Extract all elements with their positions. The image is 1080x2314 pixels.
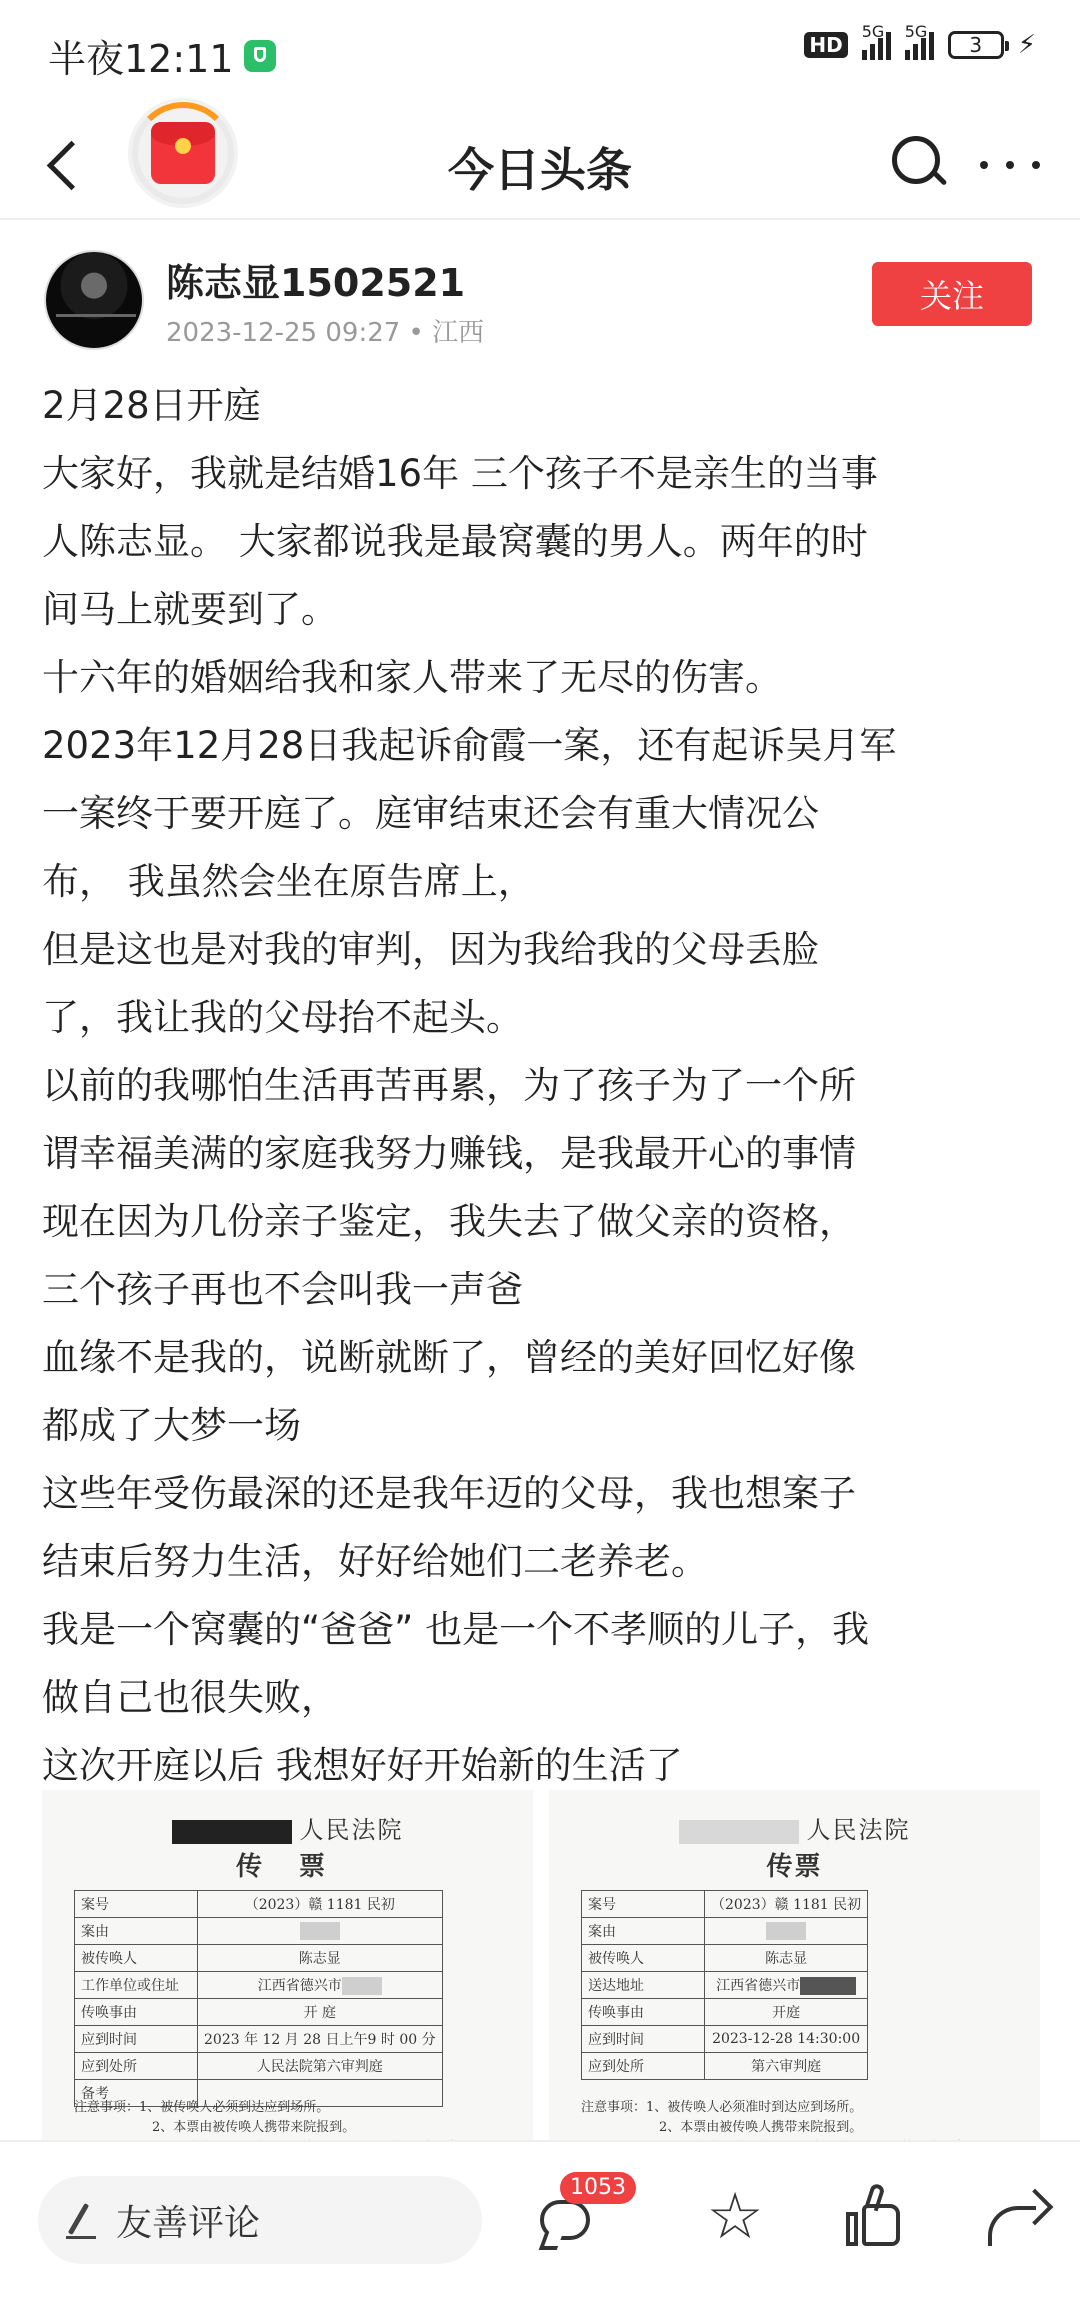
follow-button[interactable]: 关注 bbox=[872, 262, 1032, 326]
article-line: 人陈志显。 大家都说我是最窝囊的男人。两年的时 bbox=[42, 520, 868, 563]
doc-field-value: 第六审判庭 bbox=[705, 2053, 868, 2080]
doc-court-name: 人民法院 bbox=[549, 1810, 1040, 1845]
doc-field-label: 应到处所 bbox=[582, 2053, 705, 2080]
search-icon[interactable] bbox=[888, 132, 952, 196]
doc-court-name: 人民法院 bbox=[42, 1810, 533, 1845]
charging-icon: ⚡ bbox=[1017, 30, 1036, 60]
doc-field-value: （2023）赣 1181 民初 bbox=[198, 1891, 443, 1918]
doc-note-line: 2、本票由被传唤人携带来院报到。 bbox=[659, 2120, 863, 2135]
red-packet-button[interactable] bbox=[128, 98, 238, 208]
doc-note-line: 注意事项：1、被传唤人必须准时到达应到场所。 bbox=[581, 2100, 863, 2115]
comment-placeholder: 友善评论 bbox=[116, 2202, 261, 2244]
doc-table-row bbox=[582, 1891, 868, 1918]
doc-field-value bbox=[705, 1918, 868, 1945]
doc-table-row bbox=[582, 2026, 868, 2053]
signal-icon bbox=[861, 22, 891, 60]
doc-table-row bbox=[75, 1972, 443, 1999]
shield-icon bbox=[244, 40, 276, 72]
redaction-block bbox=[800, 1977, 856, 1995]
doc-table-row bbox=[582, 1918, 868, 1945]
doc-field-value bbox=[198, 1918, 443, 1945]
summons-image-1[interactable] bbox=[42, 1790, 533, 2140]
doc-field-label: 应到时间 bbox=[75, 2026, 198, 2053]
doc-table-row bbox=[582, 1945, 868, 1972]
article-line: 三个孩子再也不会叫我一声爸 bbox=[42, 1268, 523, 1311]
favorite-star-icon[interactable]: ☆ bbox=[706, 2180, 764, 2254]
article-line: 现在因为几份亲子鉴定，我失去了做父亲的资格， bbox=[42, 1200, 856, 1243]
doc-table bbox=[581, 1890, 868, 2080]
redaction-block bbox=[342, 1977, 382, 1995]
article-line: 但是这也是对我的审判，因为我给我的父母丢脸 bbox=[42, 928, 819, 971]
article-line: 这次开庭以后 我想好好开始新的生活了 bbox=[42, 1744, 683, 1787]
doc-field-value: 陈志显 bbox=[705, 1945, 868, 1972]
redaction-block bbox=[766, 1922, 806, 1940]
comment-input[interactable] bbox=[38, 2176, 482, 2264]
article-line: 2023年12月28日我起诉俞霞一案，还有起诉吴月军 bbox=[42, 724, 897, 767]
doc-table-row bbox=[582, 1999, 868, 2026]
doc-heading: 传票 bbox=[766, 1852, 823, 1882]
signal-label: 5G bbox=[904, 22, 928, 41]
doc-table-row bbox=[75, 1918, 443, 1945]
doc-table-row bbox=[75, 1891, 443, 1918]
doc-field-label: 案由 bbox=[582, 1918, 705, 1945]
doc-table-row bbox=[75, 1945, 443, 1972]
article-line: 血缘不是我的，说断就断了，曾经的美好回忆好像 bbox=[42, 1336, 856, 1379]
doc-field-label: 案由 bbox=[75, 1918, 198, 1945]
doc-field-label: 备考 bbox=[75, 2080, 198, 2107]
doc-field-label: 应到时间 bbox=[582, 2026, 705, 2053]
doc-field-label: 传唤事由 bbox=[582, 1999, 705, 2026]
doc-field-label: 送达地址 bbox=[582, 1972, 705, 1999]
doc-heading: 传 票 bbox=[235, 1852, 340, 1882]
doc-field-value: 2023-12-28 14:30:00 bbox=[705, 2026, 868, 2053]
bottom-action-bar bbox=[0, 2140, 1080, 2314]
article-line: 一案终于要开庭了。庭审结束还会有重大情况公 bbox=[42, 792, 819, 835]
doc-field-value: 陈志显 bbox=[198, 1945, 443, 1972]
article-line: 间马上就要到了。 bbox=[42, 588, 338, 631]
article-line: 以前的我哪怕生活再苦再累，为了孩子为了一个所 bbox=[42, 1064, 856, 1107]
doc-field-value: 江西省德兴市 bbox=[705, 1972, 868, 1999]
doc-field-value: 江西省德兴市 bbox=[198, 1972, 443, 1999]
article-line: 这些年受伤最深的还是我年迈的父母，我也想案子 bbox=[42, 1472, 856, 1515]
doc-field-value: 2023 年 12 月 28 日上午9 时 00 分 bbox=[198, 2026, 443, 2053]
hd-badge: HD bbox=[804, 32, 847, 58]
battery-level: 3 bbox=[969, 33, 983, 57]
doc-field-label: 案号 bbox=[582, 1891, 705, 1918]
status-indicators bbox=[804, 22, 1036, 60]
article-line: 十六年的婚姻给我和家人带来了无尽的伤害。 bbox=[42, 656, 782, 699]
article-line: 大家好，我就是结婚16年 三个孩子不是亲生的当事 bbox=[42, 452, 878, 495]
doc-field-label: 案号 bbox=[75, 1891, 198, 1918]
status-bar bbox=[0, 0, 1080, 110]
signal-label: 5G bbox=[861, 22, 885, 41]
doc-field-label: 传唤事由 bbox=[75, 1999, 198, 2026]
author-header bbox=[0, 222, 1080, 372]
comment-count-badge: 1053 bbox=[560, 2172, 636, 2204]
redaction-block bbox=[300, 1922, 340, 1940]
post-meta: 2023-12-25 09:27 • 江西 bbox=[166, 318, 485, 348]
article-line: 都成了大梦一场 bbox=[42, 1404, 301, 1447]
author-name[interactable]: 陈志显1502521 bbox=[166, 261, 466, 305]
article-line: 结束后努力生活，好好给她们二老养老。 bbox=[42, 1540, 708, 1583]
doc-note-line: 2、本票由被传唤人携带来院报到。 bbox=[152, 2120, 356, 2135]
doc-table-row bbox=[75, 2026, 443, 2053]
app-title: 今日头条 bbox=[448, 143, 632, 197]
status-time-text: 半夜12:11 bbox=[48, 37, 234, 81]
doc-note-line: 注意事项：1、被传唤人必须到达应到场所。 bbox=[74, 2100, 330, 2115]
doc-table-row bbox=[75, 2053, 443, 2080]
thumbs-up-icon[interactable] bbox=[840, 2182, 910, 2252]
image-row bbox=[42, 1790, 1040, 2140]
article-body bbox=[42, 372, 1042, 1800]
doc-field-label: 工作单位或住址 bbox=[75, 1972, 198, 1999]
avatar[interactable] bbox=[44, 250, 144, 350]
doc-field-label: 应到处所 bbox=[75, 2053, 198, 2080]
doc-table-row bbox=[75, 1999, 443, 2026]
article-line: 谓幸福美满的家庭我努力赚钱，是我最开心的事情 bbox=[42, 1132, 856, 1175]
battery-icon bbox=[948, 31, 1004, 59]
article-line: 2月28日开庭 bbox=[42, 384, 261, 427]
article-line: 布， 我虽然会坐在原告席上， bbox=[42, 860, 535, 903]
more-options-icon[interactable] bbox=[980, 140, 1040, 190]
status-time bbox=[48, 28, 276, 83]
signal-icon bbox=[904, 22, 934, 60]
article-line: 做自己也很失败， bbox=[42, 1676, 338, 1719]
doc-field-value: 人民法院第六审判庭 bbox=[198, 2053, 443, 2080]
doc-field-value: 开庭 bbox=[705, 1999, 868, 2026]
doc-table-row bbox=[582, 2053, 868, 2080]
article-line: 了，我让我的父母抬不起头。 bbox=[42, 996, 523, 1039]
doc-field-label: 被传唤人 bbox=[75, 1945, 198, 1972]
share-arrow-icon[interactable] bbox=[982, 2182, 1052, 2252]
doc-table-row bbox=[582, 1972, 868, 1999]
doc-field-label: 被传唤人 bbox=[582, 1945, 705, 1972]
doc-field-value: （2023）赣 1181 民初 bbox=[705, 1891, 868, 1918]
red-envelope-icon bbox=[151, 122, 215, 184]
doc-field-value: 开 庭 bbox=[198, 1999, 443, 2026]
pen-icon bbox=[62, 2200, 102, 2240]
doc-table bbox=[74, 1890, 443, 2107]
article-line: 我是一个窝囊的“爸爸” 也是一个不孝顺的儿子，我 bbox=[42, 1608, 870, 1651]
summons-image-2[interactable] bbox=[549, 1790, 1040, 2140]
